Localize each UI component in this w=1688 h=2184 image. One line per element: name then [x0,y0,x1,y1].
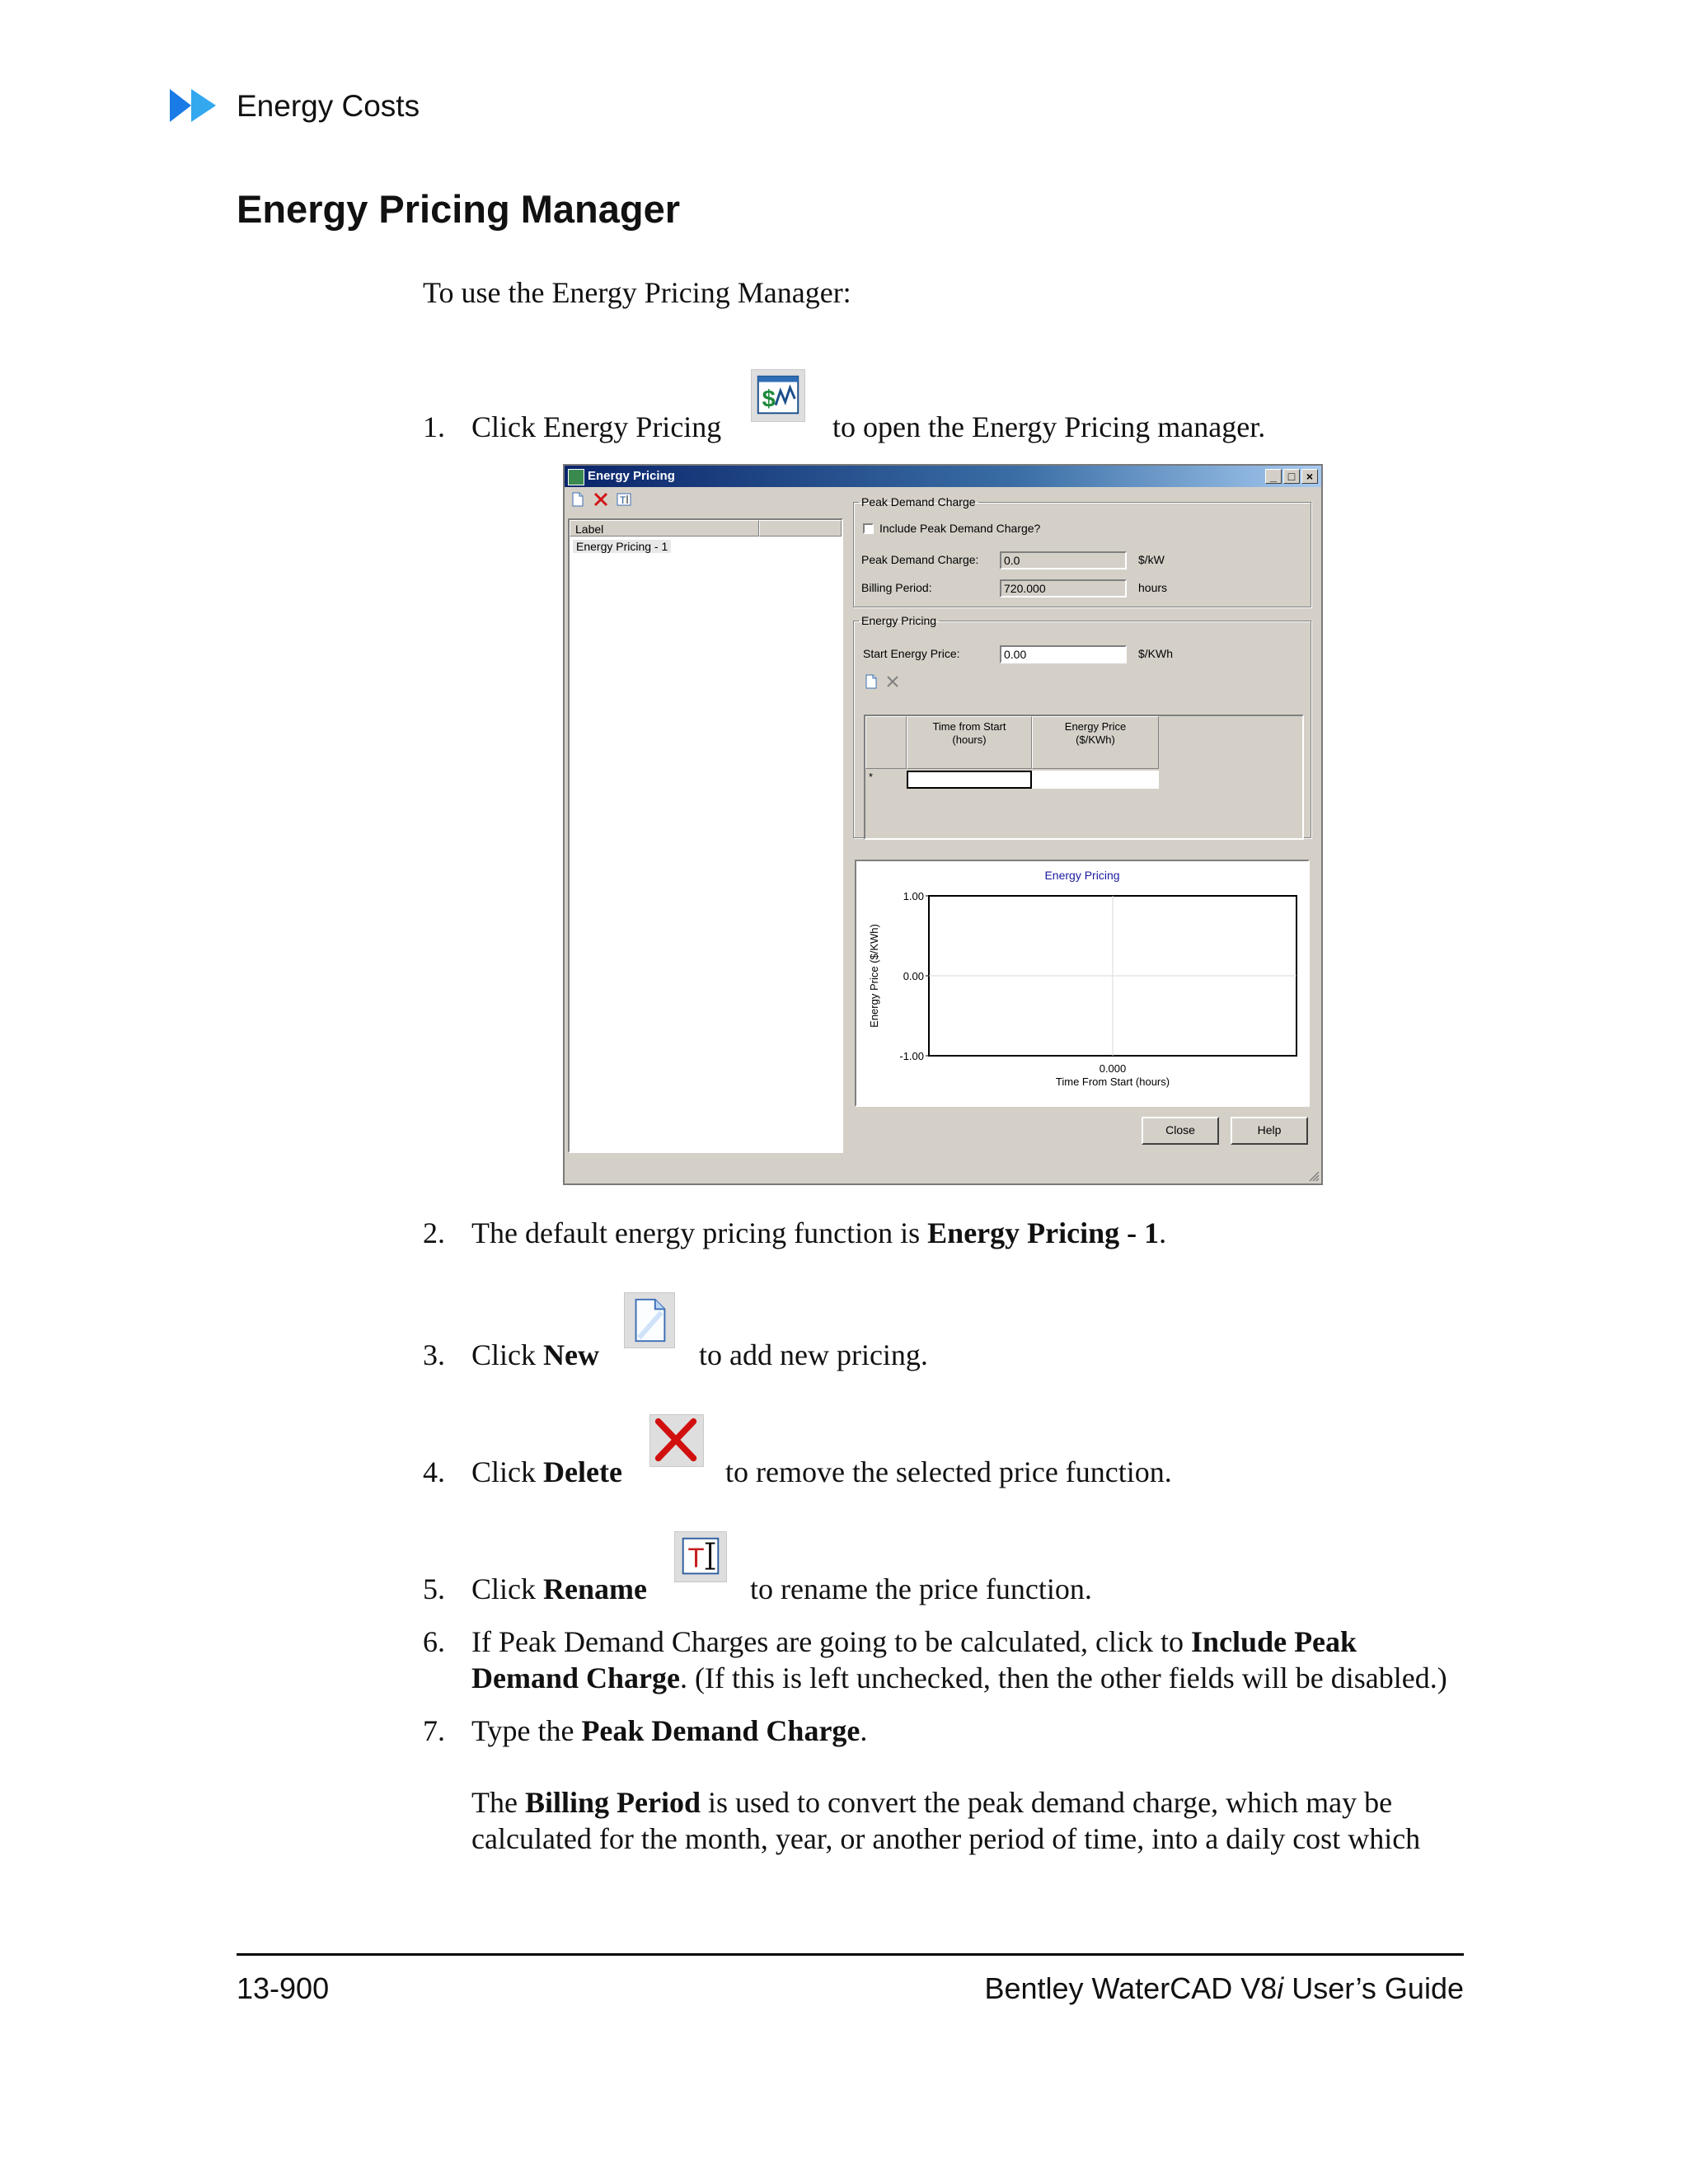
delete-icon[interactable] [593,491,609,508]
new-row-marker: * [865,771,907,789]
book-title-text: Bentley WaterCAD V8 [984,1971,1278,2005]
new-icon[interactable] [570,491,586,508]
dialog-titlebar [565,466,1321,487]
step-text [471,1454,622,1490]
book-title [984,1971,1464,2006]
start-price-unit: $/KWh [1138,647,1174,660]
note-bold: Billing Period [524,1786,701,1819]
time-cell[interactable] [907,771,1032,789]
start-price-field[interactable]: 0.00 [1000,645,1127,663]
step-number: 4. [423,1455,445,1488]
step-text-after: to remove the selected price function. [725,1455,1172,1488]
step-text-plain: . (If this is left unchecked, then the other fields will be disabled.) [679,1661,1447,1694]
step-text [471,1337,599,1373]
empty-column-header [759,520,842,537]
note-text: The [471,1786,518,1819]
step-text-line1 [471,1624,1357,1660]
book-title-italic: i [1277,1971,1284,2005]
intro-text: To use the Energy Pricing Manager: [423,276,851,309]
y-axis-label: Energy Price ($/KWh) [868,924,880,1028]
note-text: is used to convert the peak demand charge, which may be [707,1786,1393,1819]
svg-text:T: T [687,1542,705,1573]
close-window-button[interactable]: × [1301,469,1318,484]
row-header-corner [865,716,907,769]
step-text-plain: Type the [471,1714,574,1747]
step-text-plain: Click [471,1455,536,1488]
time-column-header[interactable] [907,716,1032,769]
energy-pricing-chart [855,860,1310,1107]
include-peak-label: Include Peak Demand Charge? [879,522,1041,535]
step-number: 3. [423,1338,445,1371]
y-tick-label: -1.00 [899,1050,924,1062]
rename-icon[interactable] [616,491,632,508]
step-text [471,1571,647,1607]
delete-row-icon[interactable] [884,673,901,690]
step-text-bold: Demand Charge [471,1661,680,1694]
step-number: 2. [423,1216,445,1249]
step-number: 1. [423,410,445,443]
dialog-app-icon [568,469,584,485]
y-tick-label: 0.00 [903,970,924,982]
price-column-unit: ($/KWh) [1076,733,1115,746]
x-axis-label: Time From Start (hours) [1055,1076,1170,1088]
double-arrow-icon [170,87,223,124]
note-line-1 [471,1784,1392,1821]
x-tick-label: 0.000 [1099,1062,1127,1075]
step-number: 7. [423,1714,445,1747]
pricing-label-list[interactable] [568,518,843,1153]
step-text-after: to open the Energy Pricing manager. [832,410,1266,443]
step-text-plain: If Peak Demand Charges are going to be calculated, click to [471,1625,1184,1658]
energy-pricing-dialog [563,464,1323,1185]
pricing-table[interactable] [864,715,1304,840]
time-column-unit: (hours) [952,733,987,746]
chapter-header: Energy Costs [237,89,420,123]
svg-text:T: T [620,494,626,506]
step-text-bold: Delete [543,1455,622,1488]
billing-period-field[interactable]: 720.000 [1000,579,1127,598]
book-title-suffix: User’s Guide [1283,1971,1464,2005]
section-title: Energy Pricing Manager [237,187,681,231]
y-tick-label: 1.00 [903,890,924,902]
energy-pricing-legend: Energy Pricing [861,614,937,627]
page-number: 13-900 [237,1971,330,2005]
label-column-header[interactable]: Label [570,520,759,537]
new-document-icon [624,1292,675,1348]
step-number: 5. [423,1572,445,1605]
minimize-button[interactable]: _ [1265,469,1282,484]
step-text-end: . [1159,1216,1167,1249]
resize-grip-icon[interactable] [1306,1169,1320,1182]
step-text [471,1713,867,1749]
include-peak-checkbox[interactable] [863,523,874,534]
delete-x-icon [649,1414,704,1467]
price-column-title: Energy Price [1064,720,1127,733]
step-text-after: to rename the price function. [750,1572,1092,1605]
rename-icon [674,1531,727,1582]
step-text-plain: The default energy pricing function is [471,1216,921,1249]
help-button[interactable]: Help [1231,1117,1308,1145]
peak-charge-unit: $/kW [1138,553,1165,566]
step-text-plain: Click [471,1338,536,1371]
peak-demand-legend: Peak Demand Charge [861,495,976,509]
svg-text:$: $ [762,386,776,413]
step-text-plain: Click [471,1572,536,1605]
step-text-bold: New [543,1338,599,1371]
maximize-button[interactable]: □ [1283,469,1300,484]
step-text-line2 [471,1660,1447,1696]
step-text-bold: Peak Demand Charge [581,1714,860,1747]
list-item[interactable]: Energy Pricing - 1 [573,540,671,553]
step-text-bold: Rename [543,1572,647,1605]
energy-pricing-icon [751,369,805,422]
price-column-header[interactable] [1032,716,1159,769]
peak-charge-field[interactable]: 0.0 [1000,551,1127,569]
add-row-icon[interactable] [863,673,879,690]
note-line-2: calculated for the month, year, or another period of time, into a daily cost which [471,1822,1421,1855]
close-button[interactable]: Close [1142,1117,1219,1145]
step-text-bold: Include Peak [1191,1625,1357,1658]
step-text: Click Energy Pricing [471,410,722,443]
dialog-title: Energy Pricing [588,469,675,483]
peak-charge-label: Peak Demand Charge: [861,553,979,566]
billing-period-label: Billing Period: [861,581,932,594]
step-text-after: to add new pricing. [699,1338,928,1371]
start-price-label: Start Energy Price: [863,647,960,660]
time-column-title: Time from Start [932,720,1006,733]
chart-title: Energy Pricing [1044,869,1120,882]
step-number: 6. [423,1625,445,1658]
step-text-bold: Energy Pricing - 1 [927,1216,1160,1249]
footer-rule [237,1953,1464,1956]
step-text [471,1215,1166,1251]
step-text-end: . [860,1714,868,1747]
price-cell[interactable] [1032,771,1159,789]
billing-period-unit: hours [1138,581,1168,594]
